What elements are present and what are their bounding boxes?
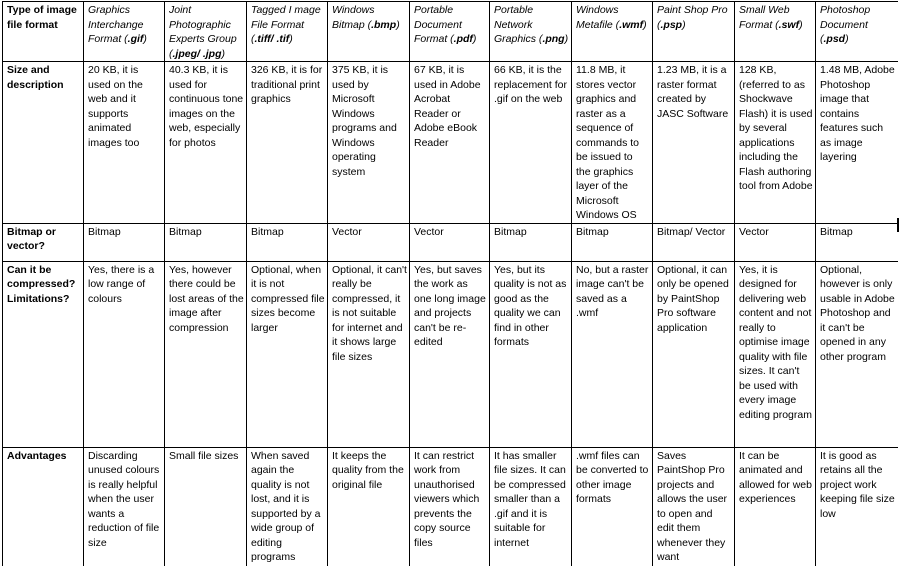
table-cell: Vector bbox=[410, 223, 490, 261]
corner-header: Type of image file format bbox=[3, 2, 84, 62]
row-label: Can it be compressed? Limitations? bbox=[3, 261, 84, 447]
format-header-psp bbox=[653, 2, 735, 62]
table-cell: It has smaller file sizes. It can be compressed smaller than a .gif and it is suitable for internet bbox=[490, 447, 572, 566]
table-row-compression bbox=[3, 261, 899, 447]
table-cell: Bitmap bbox=[84, 223, 165, 261]
table-cell: Bitmap/ Vector bbox=[653, 223, 735, 261]
table-cell: No, but a raster image can't be saved as a .wmf bbox=[572, 261, 653, 447]
format-ext: .tiff/ .tif bbox=[254, 33, 290, 45]
format-name: Small Web Format ( bbox=[739, 4, 790, 31]
table-cell: Bitmap bbox=[572, 223, 653, 261]
format-tail: ) bbox=[643, 18, 647, 31]
table-cell: Bitmap bbox=[165, 223, 247, 261]
format-ext: .wmf bbox=[619, 18, 644, 31]
row-label: Advantages bbox=[3, 447, 84, 566]
table-cell: It is good as retains all the project work keeping file size low bbox=[816, 447, 899, 566]
format-tail: ) bbox=[799, 18, 803, 31]
table-cell: Optional, however is only usable in Adobe Photoshop and it can't be opened in any other program bbox=[816, 261, 899, 447]
table-cell: 20 KB, it is used on the web and it supports animated images too bbox=[84, 62, 165, 224]
row-label: Size and description bbox=[3, 62, 84, 224]
format-tail: ) bbox=[221, 47, 225, 60]
table-cell: 326 KB, it is for traditional print graphics bbox=[247, 62, 328, 224]
table-edge-mark bbox=[897, 218, 899, 232]
format-ext: .psd bbox=[823, 33, 846, 45]
table-cell: Yes, it is designed for delivering web content and not really to optimise image quality with file sizes. It can't be used with every image editing program bbox=[735, 261, 816, 447]
table-cell: 1.48 MB, Adobe Photoshop image that contains features such as image layering bbox=[816, 62, 899, 224]
table-row-advantages bbox=[3, 447, 899, 566]
format-header-png bbox=[490, 2, 572, 62]
table-cell: Yes, there is a low range of colours bbox=[84, 261, 165, 447]
format-tail: ) bbox=[682, 18, 686, 31]
format-tail: ) bbox=[396, 18, 400, 31]
format-ext: .pdf bbox=[453, 33, 473, 45]
format-tail: ) bbox=[845, 33, 849, 45]
table-cell: Discarding unused colours is really helpful when the user wants a reduction of file size bbox=[84, 447, 165, 566]
table-cell: Vector bbox=[735, 223, 816, 261]
format-tail: ) bbox=[143, 33, 147, 45]
table-cell: Bitmap bbox=[490, 223, 572, 261]
table-cell: 67 KB, it is used in Adobe Acrobat Reader or Adobe eBook Reader bbox=[410, 62, 490, 224]
format-tail: ) bbox=[289, 33, 293, 45]
table-row-bitmap-vector bbox=[3, 223, 899, 261]
format-header-tiff bbox=[247, 2, 328, 62]
table-cell: Yes, but saves the work as one long image and projects can't be re-edited bbox=[410, 261, 490, 447]
table-cell: It keeps the quality from the original file bbox=[328, 447, 410, 566]
document-page bbox=[2, 1, 898, 566]
format-header-swf bbox=[735, 2, 816, 62]
format-name: Photoshop Document ( bbox=[820, 4, 871, 45]
table-cell: It can restrict work from unauthorised viewers which prevents the copy source files bbox=[410, 447, 490, 566]
table-row-size bbox=[3, 62, 899, 224]
table-cell: .wmf files can be converted to other image formats bbox=[572, 447, 653, 566]
table-cell: Small file sizes bbox=[165, 447, 247, 566]
format-header-bmp bbox=[328, 2, 410, 62]
table-cell: 11.8 MB, it stores vector graphics and raster as a sequence of commands to be issued to the graphics layer of the Microsoft Windows OS bbox=[572, 62, 653, 224]
format-ext: .png bbox=[542, 33, 565, 45]
format-tail: ) bbox=[472, 33, 477, 45]
table-cell: It can be animated and allowed for web experiences bbox=[735, 447, 816, 566]
format-header-wmf bbox=[572, 2, 653, 62]
format-ext: .bmp bbox=[371, 18, 397, 31]
table-cell: Vector bbox=[328, 223, 410, 261]
format-ext: .swf bbox=[778, 18, 800, 31]
table-cell: Bitmap bbox=[247, 223, 328, 261]
format-tail: ) bbox=[564, 33, 569, 45]
image-format-table bbox=[2, 1, 898, 566]
table-cell: 128 KB, (referred to as Shockwave Flash) it is used by several applications including the Flash authoring tool from Adobe bbox=[735, 62, 816, 224]
table-cell: Optional, it can't really be compressed, it is not suitable for internet and it shows large file sizes bbox=[328, 261, 410, 447]
format-ext: .psp bbox=[660, 18, 683, 31]
table-cell: 40.3 KB, it is used for continuous tone images on the web, especially for photos bbox=[165, 62, 247, 224]
format-name: Paint Shop Pro ( bbox=[657, 4, 728, 31]
table-cell: Yes, but its quality is not as good as the quality we can find in other formats bbox=[490, 261, 572, 447]
format-name: Portable Network Graphics ( bbox=[494, 4, 543, 45]
format-name: Tagged I mage File Format ( bbox=[251, 4, 321, 45]
table-cell: 66 KB, it is the replacement for .gif on the web bbox=[490, 62, 572, 224]
table-cell: 1.23 MB, it is a raster format created by JASC Software bbox=[653, 62, 735, 224]
format-header-psd bbox=[816, 2, 899, 62]
format-header-jpeg bbox=[165, 2, 247, 62]
table-cell: Saves PaintShop Pro projects and allows the user to open and edit them whenever they want bbox=[653, 447, 735, 566]
header-row bbox=[3, 2, 899, 62]
table-cell: Optional, it can only be opened by PaintShop Pro software application bbox=[653, 261, 735, 447]
table-cell: Optional, when it is not compressed file sizes become larger bbox=[247, 261, 328, 447]
format-name: Portable Document Format ( bbox=[414, 4, 462, 45]
format-ext: .jpeg/ .jpg bbox=[172, 47, 222, 60]
format-name: Joint Photographic Experts Group ( bbox=[169, 4, 237, 60]
format-ext: .gif bbox=[127, 33, 144, 45]
table-cell: Yes, however there could be lost areas of the image after compression bbox=[165, 261, 247, 447]
format-name: Windows Metafile ( bbox=[576, 4, 620, 31]
table-cell: Bitmap bbox=[816, 223, 899, 261]
format-name: Windows Bitmap ( bbox=[332, 4, 375, 31]
table-cell: 375 KB, it is used by Microsoft Windows programs and Windows operating system bbox=[328, 62, 410, 224]
format-header-pdf bbox=[410, 2, 490, 62]
table-cell: When saved again the quality is not lost, and it is supported by a wide group of editing programs bbox=[247, 447, 328, 566]
format-name: Graphics Interchange Format ( bbox=[88, 4, 144, 45]
row-label: Bitmap or vector? bbox=[3, 223, 84, 261]
format-header-gif bbox=[84, 2, 165, 62]
